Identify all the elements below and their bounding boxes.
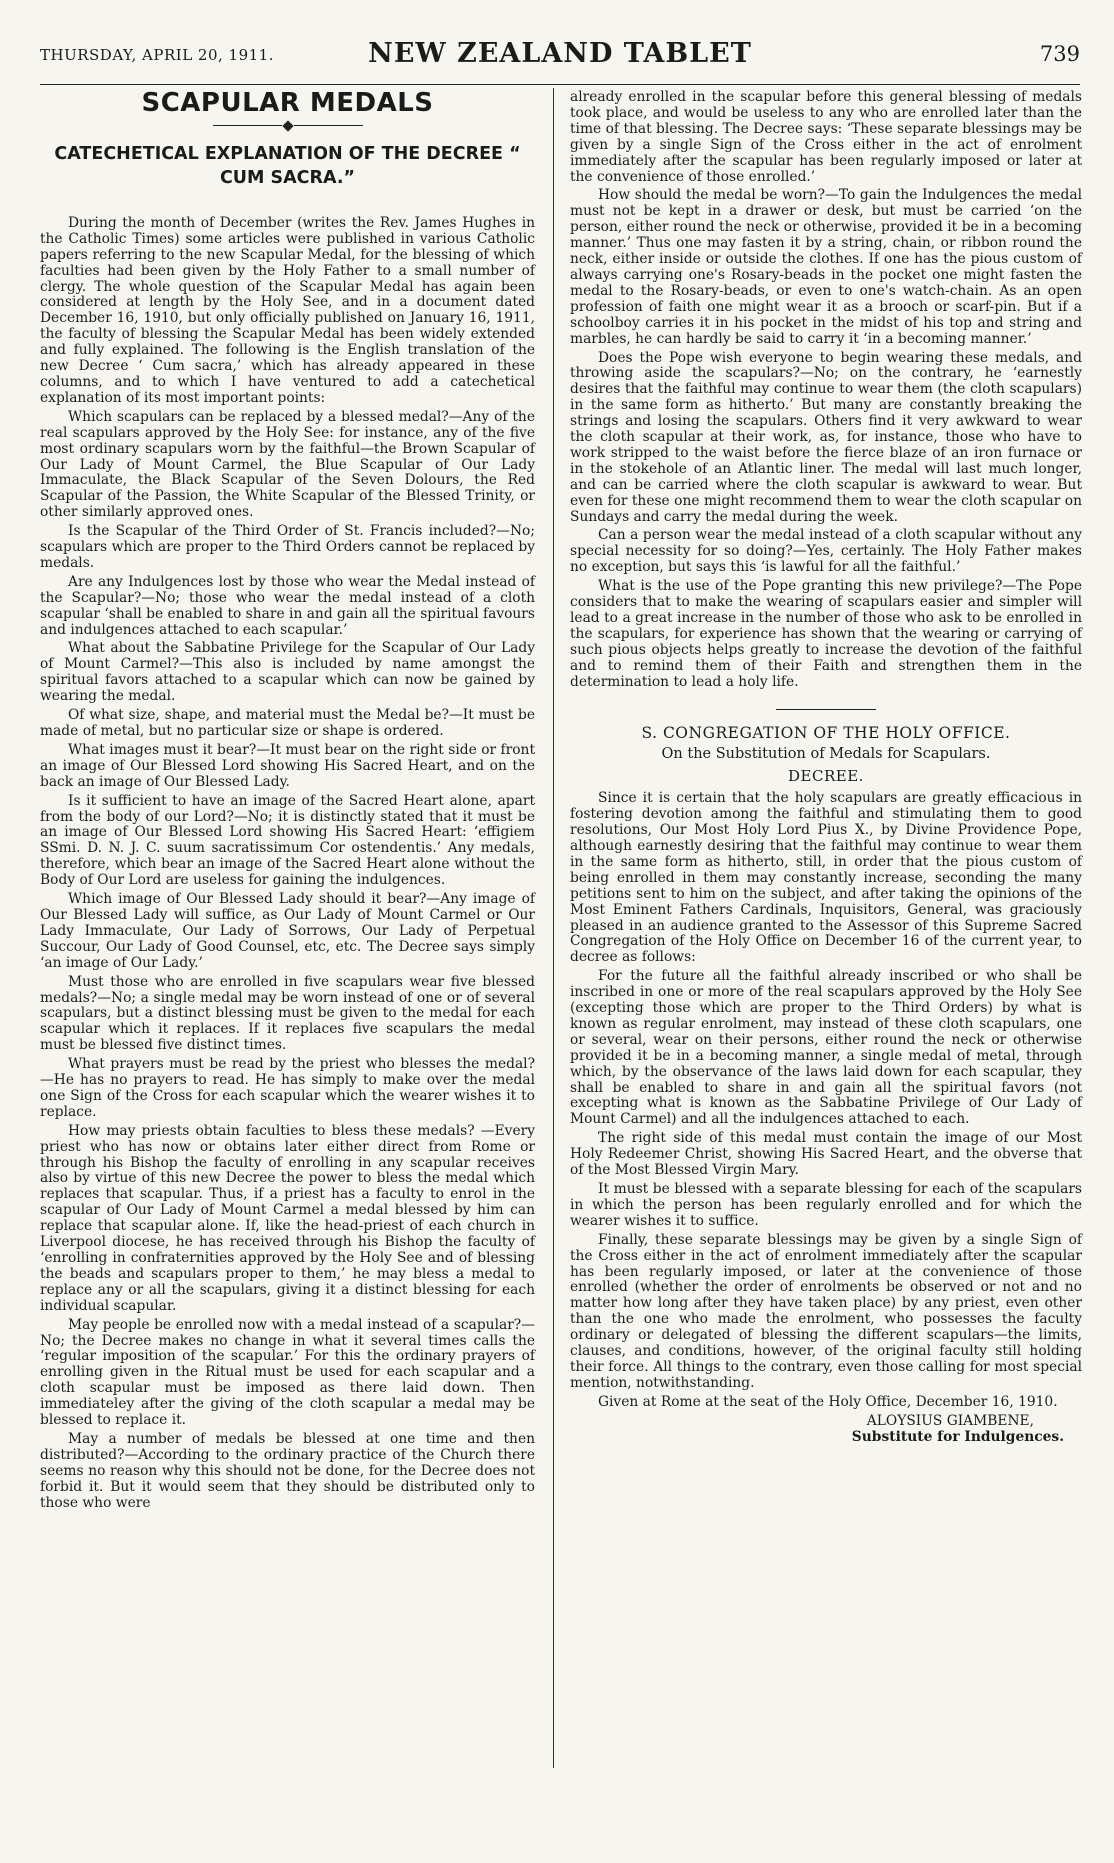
section-rule xyxy=(776,709,876,710)
paragraph: It must be blessed with a separate blessing for each of the scapulars in which the person has been regularly enrolled and for which the wearer wishes it to suffice. xyxy=(570,1181,1082,1229)
masthead-title: NEW ZEALAND TABLET xyxy=(368,38,752,69)
decree-section-subtitle: On the Substitution of Medals for Scapulars. xyxy=(661,746,991,763)
paragraph: How should the medal be worn?—To gain the Indulgences the medal must not be kept in a drawer or desk, but must be carried ‘on the person, either round the neck or otherwise, provided it be in a becoming manner.’ Thus one may fasten it by a string, chain, or ribbon round the neck, either inside or outside the clothes. If one has the pious custom of always carrying one's Rosary-beads in the pocket one might fasten the medal to the Rosary-beads, or even to one's watch-chain. As an open profession of faith one might wear it as a brooch or scarf-pin. But if a schoolboy carries it in his pocket in the midst of his top and string and marbles, he can hardly be said to carry it ‘in a becoming manner.’ xyxy=(570,187,1082,347)
paragraph: How may priests obtain faculties to bless these medals? —Every priest who has now or obtains later either direct from Rome or through his Bishop the faculty of enrolling in any scapular receives also by virtue of this new Decree the power to bless the medal which replaces that scapular. Thus, if a priest has a faculty to enrol in the scapular of Our Lady of Mount Carmel a medal blessed by him can replace that scapular alone. If, like the head-priest of each church in Liverpool diocese, he has received through his Bishop the faculty of ‘enrolling in confraternities approved by the Holy See and of blessing the beads and scapulars proper to them,’ he may bless a medal to replace any or all the scapulars, giving it a distinct blessing for each individual scapular. xyxy=(40,1122,535,1314)
paragraph: What prayers must be read by the priest who blesses the medal?—He has no prayers to read. He has simply to make over the medal one Sign of the Cross for each scapular which the wearer wishes it to replace. xyxy=(40,1056,535,1120)
paragraph: Is it sufficient to have an image of the Sacred Heart alone, apart from the body of our Lord?—No; it is distinctly stated that it must be an image of Our Blessed Lord showing His Sacred Heart: ‘effigiem SSmi. D. N. J. C. suum sacratissimum Cor ostendentis.’ Any medals, therefore, which bear an image of the Sacred Heart alone without the Body of Our Lord are useless for gaining the indulgences. xyxy=(40,792,535,889)
header-rule xyxy=(40,84,1080,85)
paragraph: What about the Sabbatine Privilege for the Scapular of Our Lady of Mount Carmel?—This also is included by name amongst the spiritual favors attached to a scapular which can now be gained by wearing the medal. xyxy=(40,640,535,705)
page-number: 739 xyxy=(1039,42,1080,66)
paragraph: Does the Pope wish everyone to begin wearing these medals, and throwing aside the scapulars?—No; on the contrary, he ‘earnestly desires that the faithful may continue to wear them (the cloth scapulars) in the same form as hitherto.’ But many are constantly breaking the strings and losing the scapulars. Others find it very awkward to wear the cloth scapular at their work, as, for instance, those who have to work stripped to the waist before the fierce blaze of an iron furnace or in the stokehole of an Atlantic liner. The medal will last much longer, and can be carried where the cloth scapular is awkward to wear. But even for these one might recommend them to wear the cloth scapular on Sundays and carry the medal during the week. xyxy=(570,349,1082,525)
paragraph: Is the Scapular of the Third Order of St. Francis included?—No; scapulars which are proper to the Third Orders cannot be replaced by medals. xyxy=(40,523,535,571)
paragraph: Finally, these separate blessings may be given by a single Sign of the Cross either in the act of enrolment immediately after the scapular has been regularly imposed, or later at the convenience of those enrolled (whether the order of enrolments be observed or not and no matter how long after they have taken place) by any priest, even other than the one who made the enrolment, who possesses the faculty ordinary or delegated of blessing the different scapulars—the limits, clauses, and conditions, however, of the original faculty still holding their force. All things to the contrary, even those calling for most special mention, notwithstanding. xyxy=(570,1231,1082,1391)
title-ornament xyxy=(213,122,363,130)
paragraph: What images must it bear?—It must bear on the right side or front an image of Our Blessed Lord showing His Sacred Heart, and on the back an image of Our Blessed Lady. xyxy=(40,741,535,790)
paragraph: Must those who are enrolled in five scapulars wear five blessed medals?—No; a single medal may be worn instead of one or of several scapulars, but a distinct blessing must be given to the medal for each scapular which it replaces. If it replaces five scapulars the medal must be blessed five distinct times. xyxy=(40,973,535,1054)
decree-section-title: S. CONGREGATION OF THE HOLY OFFICE. xyxy=(641,723,1011,742)
paragraph: May a number of medals be blessed at one time and then distributed?—According to the ordinary practice of the Church there seems no reason why this should not be done, for the Decree does not forbid it. But it would seem that they should be distributed only to those who were xyxy=(40,1430,535,1511)
paragraph: Are any Indulgences lost by those who wear the Medal instead of the Scapular?—No; those who wear the medal instead of a cloth scapular ‘shall be enabled to share in and gain all the spiritual favours and indulgences attached to each scapular.’ xyxy=(40,573,535,638)
paragraph: already enrolled in the scapular before this general blessing of medals took place, and would be useless to any who are enrolled later than the time of that blessing. The Decree says: ‘These separate blessings may be given by a single Sign of the Cross either in the act of enrolment immediately after the scapular has been regularly imposed or later at the convenience of those enrolled.’ xyxy=(570,89,1082,185)
paragraph: May people be enrolled now with a medal instead of a scapular?—No; the Decree makes no change in what it several times calls the ‘regular imposition of the scapular.’ For this the ordinary prayers of enrolling given in the Ritual must be used for each scapular and a cloth scapular must be imposed as there laid down. Then immediatelеy after the giving of the cloth scapular a medal may be blessed to replace it. xyxy=(40,1316,535,1429)
signature-title: Substitute for Indulgences. xyxy=(851,1428,1064,1445)
paragraph: Which image of Our Blessed Lady should it bear?—Any image of Our Blessed Lady will suffice, as Our Lady of Mount Carmel or Our Lady Immaculate, Our Lady of Sorrows, Our Lady of Perpetual Succour, Our Lady of Good Counsel, etc, etc. The Decree says simply ‘an image of Our Lady.’ xyxy=(40,891,535,971)
page-header xyxy=(40,38,1080,78)
paragraph: Which scapulars can be replaced by a blessed medal?—Any of the real scapulars approved by the Holy See: for instance, any of the five most ordinary scapulars worn by the faithful—the Brown Scapular of Our Lady of Mount Carmel, the Blue Scapular of Our Lady Immaculate, the Black Scapular of the Seven Dolours, the Red Scapular of the Passion, the White Scapular of the Blessed Trinity, or other similarly approved ones. xyxy=(40,408,535,521)
paragraph: Since it is certain that the holy scapulars are greatly efficacious in fostering devotion among the faithful and stimulating them to good resolutions, Our Most Holy Lord Pius X., by Divine Providence Pope, although earnestly desiring that the faithful may continue to wear them in the same form as hitherto, still, in order that the pious custom of being enrolled in them may constantly increase, seconding the many petitions sent to him on the subject, and after taking the opinions of the Most Eminent Fathers Cardinals, Inquisitors, General, was graciously pleased in an audience granted to the Assessor of this Supreme Sacred Congregation of the Holy Office on December 16 of the current year, to decree as follows: xyxy=(570,790,1082,966)
article-subtitle: CATECHETICAL EXPLANATION OF THE DECREE “ CUM SACRA.” xyxy=(54,143,521,188)
paragraph: During the month of December (writes the Rev. James Hughes in the Catholic Times) some articles were published in various Catholic papers referring to the new Scapular Medal, for the blessing of which faculties had been given by the Holy Father to a small number of clergy. The whole question of the Scapular Medal has again been considered at length by the Holy See, and in a document dated December 16, 1910, but only officially published on January 16, 1911, the faculty of blessing the Scapular Medal has been widely extended and fully explained. The following is the English translation of the new Decree ‘ Cum sacra,’ which has already appeared in these columns, and to which I have ventured to add a catechetical explanation of its most important points: xyxy=(40,214,535,406)
decree-heading: DECREE. xyxy=(788,767,864,786)
left-column xyxy=(40,90,535,1515)
right-column xyxy=(570,90,1082,1446)
paragraph: What is the use of the Pope granting this new privilege?—The Pope considers that to make the wearing of scapulars easier and simpler will lead to a great increase in the number of those who ask to be enrolled in the scapulars, for experience has shown that the wearing or carrying of such pious objects helps greatly to increase the devotion of the faithful and to remind them of their Faith and strengthen them in the determination to lead a holy life. xyxy=(570,578,1082,690)
paragraph: Can a person wear the medal instead of a cloth scapular without any special necessity for so doing?—Yes, certainly. The Holy Father makes no exception, but says this ‘is lawful for all the faithful.’ xyxy=(570,527,1082,576)
paragraph: The right side of this medal must contain the image of our Most Holy Redeemer Christ, showing His Sacred Heart, and the obverse that of the Most Blessed Virgin Mary. xyxy=(570,1130,1082,1179)
signature-name: ALOYSIUS GIAMBENE, xyxy=(866,1412,1034,1429)
paragraph: Of what size, shape, and material must the Medal be?—It must be made of metal, but no particular size or shape is ordered. xyxy=(40,707,535,739)
article-title: SCAPULAR MEDALS xyxy=(141,88,434,118)
paragraph: Given at Rome at the seat of the Holy Office, December 16, 1910. xyxy=(598,1393,1058,1410)
column-divider xyxy=(553,88,554,1768)
issue-date: THURSDAY, APRIL 20, 1911. xyxy=(40,46,274,64)
paragraph: For the future all the faithful already inscribed or who shall be inscribed in one or more of the real scapulars approved by the Holy See (excepting those which are proper to the Third Orders) by what is known as regular enrolment, may instead of these cloth scapulars, one or several, wear on their persons, either round the neck or otherwise provided it be in a becoming manner, a single medal of metal, through which, by the observance of the laws laid down for each scapular, they shall be enabled to share in and gain all the spiritual favors (not excepting what is known as the Sabbatine Privilege of Our Lady of Mount Carmel) and all the indulgences attached to each. xyxy=(570,968,1082,1128)
